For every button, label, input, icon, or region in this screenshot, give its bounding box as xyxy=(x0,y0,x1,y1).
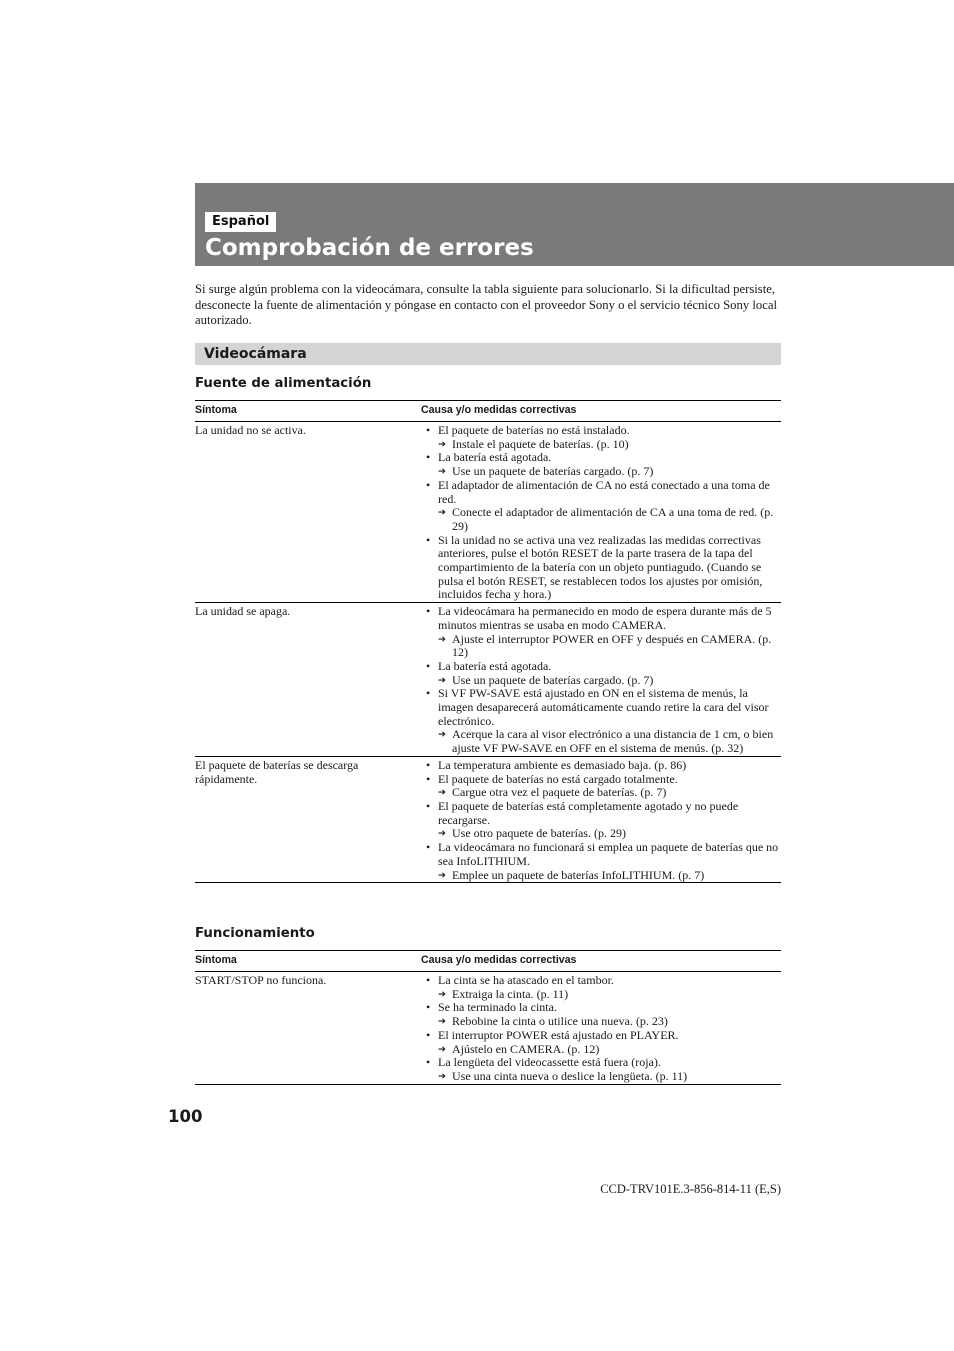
cause-cell xyxy=(421,972,781,1085)
page-title: Comprobación de errores xyxy=(205,235,534,261)
table-row xyxy=(195,422,781,603)
cause-cell xyxy=(421,603,781,757)
power-heading: Fuente de alimentación xyxy=(195,376,372,391)
remedy-list xyxy=(438,1015,781,1029)
cause-item xyxy=(421,660,781,687)
remedy-list xyxy=(438,674,781,688)
cause-item xyxy=(421,1029,781,1056)
remedy-text: Use un paquete de baterías cargado. (p. 7) xyxy=(452,464,654,479)
operation-heading: Funcionamiento xyxy=(195,926,315,941)
arrow-right-icon: ➔ xyxy=(438,1043,446,1055)
arrow-right-icon: ➔ xyxy=(438,674,446,686)
language-badge: Español xyxy=(205,212,276,232)
remedy-list xyxy=(438,506,781,533)
arrow-right-icon: ➔ xyxy=(438,869,446,881)
remedy-text: Acerque la cara al visor electrónico a una distancia de 1 cm, o bien ajuste VF PW-SAVE en OFF en el sistema de menús. (p. 32) xyxy=(452,727,774,756)
cause-text: El paquete de baterías está completamente agotado y no puede recargarse. xyxy=(438,798,739,827)
remedy-text: Use una cinta nueva o deslice la lengüeta. (p. 11) xyxy=(452,1068,688,1083)
cause-cell xyxy=(421,422,781,603)
remedy-item xyxy=(438,869,781,883)
cause-item xyxy=(421,800,781,841)
table-row xyxy=(195,603,781,757)
operation-troubleshooting-table xyxy=(195,950,781,1085)
cause-text: La videocámara no funcionará si emplea un paquete de baterías que no sea InfoLITHIUM. xyxy=(438,840,779,868)
remedy-item xyxy=(438,674,781,688)
cause-item xyxy=(421,479,781,534)
cause-text: El paquete de baterías no está cargado totalmente. xyxy=(438,771,678,786)
cause-text: Si la unidad no se activa una vez realizadas las medidas correctivas anteriores, pulse el botón RESET de la parte trasera de la tapa del compartimiento de la batería con un objeto puntiagudo. (Cuando se pulsa el botón RESET, se restablecen todos los ajustes por omisión, incluidos fecha y hora.) xyxy=(438,532,763,602)
remedy-text: Use un paquete de baterías cargado. (p. 7) xyxy=(452,672,654,687)
cause-item xyxy=(421,1056,781,1083)
remedy-item xyxy=(438,728,781,755)
cause-text: La videocámara ha permanecido en modo de espera durante más de 5 minutos mientras se usaba en modo CAMERA. xyxy=(438,604,772,632)
cause-text: La lengüeta del videocassette está fuera (roja). xyxy=(438,1055,661,1070)
remedy-text: Emplee un paquete de baterías InfoLITHIUM. (p. 7) xyxy=(452,867,705,882)
cause-list xyxy=(421,757,781,882)
page-number: 100 xyxy=(168,1107,203,1126)
remedy-item xyxy=(438,786,781,800)
cause-item xyxy=(421,759,781,773)
symptom-column-header: Síntoma xyxy=(195,951,421,972)
remedy-text: Rebobine la cinta o utilice una nueva. (p. 23) xyxy=(452,1014,668,1029)
remedy-text: Cargue otra vez el paquete de baterías. (p. 7) xyxy=(452,785,667,800)
arrow-right-icon: ➔ xyxy=(438,438,446,450)
remedy-list xyxy=(438,633,781,660)
cause-text: Se ha terminado la cinta. xyxy=(438,1000,557,1015)
power-troubleshooting-table xyxy=(195,400,781,883)
section-bar xyxy=(195,343,781,365)
intro-paragraph: Si surge algún problema con la videocámara, consulte la tabla siguiente para solucionarlo. Si la dificultad persiste, desconecte la fuente de alimentación y póngase en contacto con el proveedor Sony o el servicio técnico Sony local autorizado. xyxy=(195,282,778,328)
arrow-right-icon: ➔ xyxy=(438,787,446,799)
remedy-list xyxy=(438,438,781,452)
arrow-right-icon: ➔ xyxy=(438,633,446,645)
remedy-text: Ajústelo en CAMERA. (p. 12) xyxy=(452,1041,600,1056)
cause-text: La batería está agotada. xyxy=(438,450,552,465)
cause-item xyxy=(421,424,781,451)
symptom-text: La unidad no se activa. xyxy=(195,423,306,437)
table-row xyxy=(195,756,781,882)
cause-text: La temperatura ambiente es demasiado baja. (p. 86) xyxy=(438,757,687,772)
remedy-item xyxy=(438,1015,781,1029)
cause-item xyxy=(421,773,781,800)
remedy-item xyxy=(438,1070,781,1084)
remedy-list xyxy=(438,869,781,883)
remedy-item xyxy=(438,438,781,452)
cause-text: Si VF PW-SAVE está ajustado en ON en el sistema de menús, la imagen desaparecerá automáticamente cuando retire la cara del visor electrónico. xyxy=(438,686,769,728)
cause-text: El paquete de baterías no está instalado. xyxy=(438,423,630,437)
cause-text: El adaptador de alimentación de CA no está conectado a una toma de red. xyxy=(438,477,770,506)
cause-item xyxy=(421,451,781,478)
symptom-column-header: Síntoma xyxy=(195,401,421,422)
cause-item xyxy=(421,974,781,1001)
table-header-row xyxy=(195,401,781,422)
remedy-text: Conecte el adaptador de alimentación de CA a una toma de red. (p. 29) xyxy=(452,505,774,533)
arrow-right-icon: ➔ xyxy=(438,507,446,519)
arrow-right-icon: ➔ xyxy=(438,729,446,741)
cause-text: La cinta se ha atascado en el tambor. xyxy=(438,973,614,987)
symptom-text: La unidad se apaga. xyxy=(195,604,291,619)
model-code: CCD-TRV101E.3-856-814-11 (E,S) xyxy=(600,1182,781,1196)
remedy-item xyxy=(438,506,781,533)
cause-column-header: Causa y/o medidas correctivas xyxy=(421,951,781,972)
arrow-right-icon: ➔ xyxy=(438,1016,446,1028)
arrow-right-icon: ➔ xyxy=(438,988,446,1000)
cause-column-header: Causa y/o medidas correctivas xyxy=(421,401,781,422)
cause-list xyxy=(421,603,781,756)
cause-text: La batería está agotada. xyxy=(438,658,552,673)
remedy-text: Instale el paquete de baterías. (p. 10) xyxy=(452,436,629,451)
symptom-cell xyxy=(195,756,421,882)
table-row xyxy=(195,972,781,1085)
remedy-item xyxy=(438,988,781,1002)
symptom-cell xyxy=(195,603,421,757)
arrow-right-icon: ➔ xyxy=(438,466,446,478)
section-title: Videocámara xyxy=(204,346,307,362)
cause-item xyxy=(421,687,781,756)
header-banner xyxy=(195,183,954,266)
remedy-item xyxy=(438,1043,781,1057)
cause-list xyxy=(421,422,781,602)
cause-list xyxy=(421,972,781,1084)
symptom-text: El paquete de baterías se descarga rápidamente. xyxy=(195,757,359,786)
cause-cell xyxy=(421,756,781,882)
remedy-item xyxy=(438,827,781,841)
arrow-right-icon: ➔ xyxy=(438,828,446,840)
symptom-cell xyxy=(195,972,421,1085)
symptom-text: START/STOP no funciona. xyxy=(195,973,327,987)
cause-text: El interruptor POWER está ajustado en PLAYER. xyxy=(438,1027,679,1042)
remedy-list xyxy=(438,827,781,841)
arrow-right-icon: ➔ xyxy=(438,1070,446,1082)
remedy-item xyxy=(438,633,781,660)
remedy-list xyxy=(438,1070,781,1084)
table-header-row xyxy=(195,951,781,972)
cause-item xyxy=(421,841,781,882)
remedy-list xyxy=(438,728,781,755)
remedy-list xyxy=(438,988,781,1002)
remedy-item xyxy=(438,465,781,479)
remedy-text: Ajuste el interruptor POWER en OFF y después en CAMERA. (p. 12) xyxy=(452,631,772,660)
remedy-text: Extraiga la cinta. (p. 11) xyxy=(452,986,569,1001)
remedy-list xyxy=(438,1043,781,1057)
symptom-cell xyxy=(195,422,421,603)
cause-item xyxy=(421,1001,781,1028)
remedy-list xyxy=(438,786,781,800)
remedy-text: Use otro paquete de baterías. (p. 29) xyxy=(452,826,626,841)
cause-item xyxy=(421,605,781,660)
cause-item xyxy=(421,534,781,603)
remedy-list xyxy=(438,465,781,479)
